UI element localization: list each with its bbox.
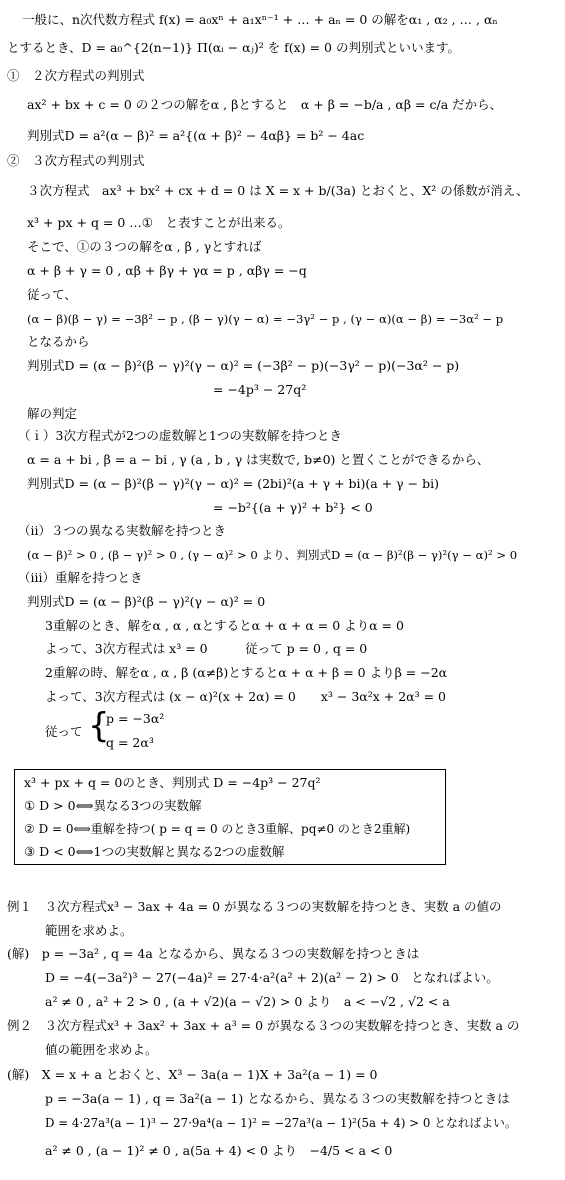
summary-title: x³ + px + q = 0のとき、判別式 D = −4p³ − 27q²	[24, 775, 321, 790]
system-brace: {	[88, 706, 110, 746]
judge-case-3-line-d: 2重解の時、解をα , α , β (α≠β)とするとα + α + β = 0 よりβ = −2α	[45, 665, 448, 680]
section-2-line-9: = −4p³ − 27q²	[213, 382, 307, 397]
example-2-solution-line-3: D = 4·27a³(a − 1)³ − 27·9a⁴(a − 1)² = −27a³(a − 1)²(5a + 4) > 0 となればよい。	[45, 1116, 517, 1130]
judge-case-3-line-c: よって、3次方程式は x³ = 0 従って p = 0 , q = 0	[45, 641, 368, 656]
intro-line-2: とするとき、D = a₀^{2(n−1)} Π(αᵢ − αⱼ)² を f(x) = 0 の判別式といいます。	[7, 40, 460, 55]
section-2-line-6: (α − β)(β − γ) = −3β² − p , (β − γ)(γ − α) = −3γ² − p , (γ − α)(α − β) = −3α² − p	[27, 312, 504, 326]
judge-case-3-q: q = 2α³	[106, 735, 154, 750]
section-1-heading: ① ２次方程式の判別式	[7, 68, 145, 83]
judge-case-2-line-a: (α − β)² > 0 , (β − γ)² > 0 , (γ − α)² > 0 より、判別式D = (α − β)²(β − γ)²(γ − α)² > 0	[27, 548, 518, 562]
example-1-question-line-1: 例１ ３次方程式x³ − 3ax + 4a = 0 が異なる３つの実数解を持つとき、実数 a の値の	[7, 899, 502, 914]
intro-line-1: 一般に、n次代数方程式 f(x) = a₀xⁿ + a₁xⁿ⁻¹ + … + aₙ = 0 の解をα₁ , α₂ , … , αₙ	[22, 12, 498, 27]
judge-heading: 解の判定	[27, 406, 78, 421]
section-2-line-8: 判別式D = (α − β)²(β − γ)²(γ − α)² = (−3β² − p)(−3γ² − p)(−3α² − p)	[27, 358, 460, 373]
judge-case-1: （ｉ）3次方程式が2つの虚数解と1つの実数解を持つとき	[18, 428, 342, 443]
example-2-solution-line-1: (解) X = x + a とおくと、X³ − 3a(a − 1)X + 3a²(a − 1) = 0	[7, 1067, 378, 1082]
judge-case-3-therefore: 従って	[45, 724, 83, 739]
section-2-heading: ② ３次方程式の判別式	[7, 153, 145, 168]
judge-case-1-line-c: = −b²{(a + γ)² + b²} < 0	[213, 500, 373, 515]
section-2-line-2: x³ + px + q = 0 …① と表すことが出来る。	[27, 215, 291, 230]
judge-case-1-line-a: α = a + bi , β = a − bi , γ (a , b , γ は実数で, b≠0) と置くことができるから、	[27, 452, 490, 467]
judge-case-3-line-b: 3重解のとき、解をα , α , αとするとα + α + α = 0 よりα = 0	[45, 618, 404, 633]
judge-case-2: （ⅱ）３つの異なる実数解を持つとき	[18, 523, 226, 538]
summary-row-2: ② D = 0⟺重解を持つ( p = q = 0 のとき3重解、pq≠0 のとき2重解)	[24, 822, 411, 836]
summary-row-1: ① D > 0⟺異なる3つの実数解	[24, 798, 202, 813]
example-1-solution-line-3: a² ≠ 0 , a² + 2 > 0 , (a + √2)(a − √2) > 0 より a < −√2 , √2 < a	[45, 994, 450, 1009]
judge-case-3-line-e: よって、3次方程式は (x − α)²(x + 2α) = 0 x³ − 3α²x + 2α³ = 0	[45, 689, 446, 704]
example-1-solution-line-1: (解) p = −3a² , q = 4a となるから、異なる３つの実数解を持つときは	[7, 946, 420, 961]
example-2-solution-line-2: p = −3a(a − 1) , q = 3a²(a − 1) となるから、異なる３つの実数解を持つときは	[45, 1091, 510, 1106]
example-1-solution-line-2: D = −4(−3a²)³ − 27(−4a)² = 27·4·a²(a² + 2)(a² − 2) > 0 となればよい。	[45, 970, 499, 985]
judge-case-1-line-b: 判別式D = (α − β)²(β − γ)²(γ − α)² = (2bi)²(a + γ + bi)(a + γ − bi)	[27, 476, 439, 491]
section-2-line-1: ３次方程式 ax³ + bx² + cx + d = 0 は X = x + b/(3a) とおくと、X² の係数が消え、	[27, 183, 529, 198]
example-2-question-line-1: 例２ ３次方程式x³ + 3ax² + 3ax + a³ = 0 が異なる３つの実数解を持つとき、実数 a の	[7, 1018, 520, 1033]
section-2-line-7: となるから	[27, 334, 90, 349]
section-2-line-5: 従って、	[27, 287, 77, 302]
example-2-solution-line-4: a² ≠ 0 , (a − 1)² ≠ 0 , a(5a + 4) < 0 より −4/5 < a < 0	[45, 1143, 393, 1158]
section-1-line-2: 判別式D = a²(α − β)² = a²{(α + β)² − 4αβ} = b² − 4ac	[27, 128, 365, 143]
example-2-question-line-2: 値の範囲を求めよ。	[45, 1042, 158, 1057]
summary-row-3: ③ D < 0⟺1つの実数解と異なる2つの虚数解	[24, 844, 285, 859]
judge-case-3-line-a: 判別式D = (α − β)²(β − γ)²(γ − α)² = 0	[27, 594, 266, 609]
judge-case-3: （ⅲ）重解を持つとき	[18, 570, 143, 585]
section-2-line-4: α + β + γ = 0 , αβ + βγ + γα = p , αβγ = −q	[27, 263, 307, 278]
section-1-line-1: ax² + bx + c = 0 の２つの解をα , βとすると α + β = −b/a , αβ = c/a だから、	[27, 97, 503, 112]
judge-case-3-p: p = −3α²	[106, 711, 165, 726]
section-2-line-3: そこで、①の３つの解をα , β , γとすれば	[27, 239, 262, 254]
example-1-question-line-2: 範囲を求めよ。	[45, 923, 133, 938]
